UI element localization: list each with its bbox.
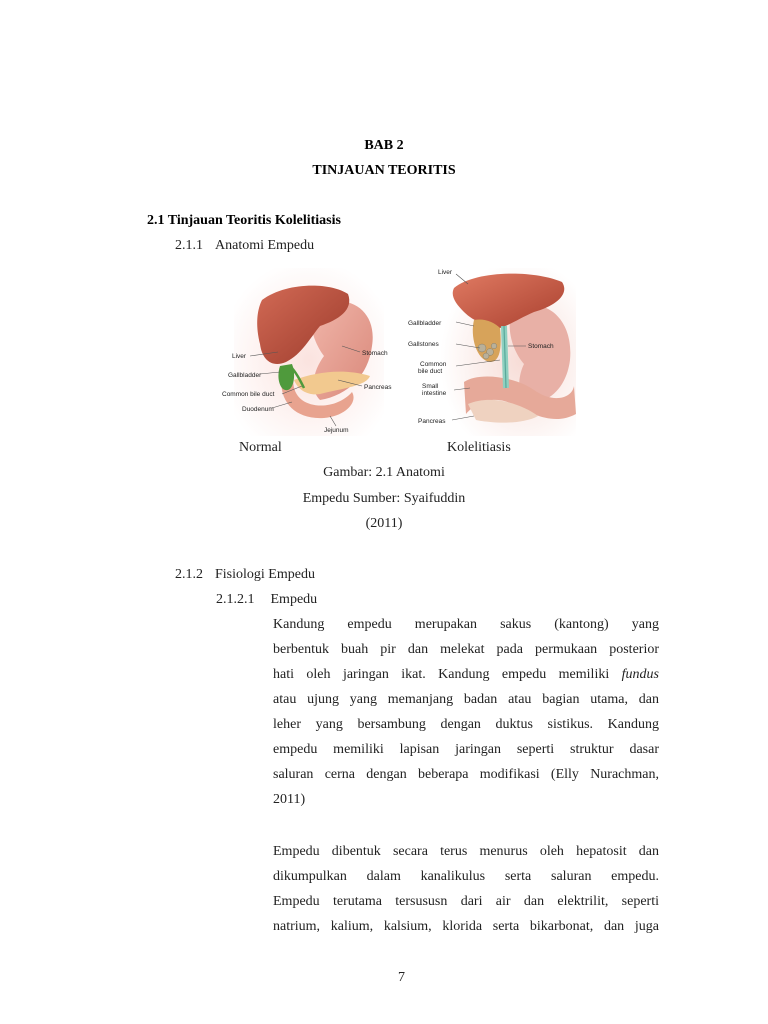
label-small-intestine-line2: intestine: [422, 390, 447, 397]
cholelithiasis-illustration: [404, 264, 576, 436]
chapter-number: BAB 2: [364, 138, 404, 153]
normal-anatomy-illustration: [220, 268, 398, 436]
paragraph-line: berbentuk buah pir dan melekat pada permukaan posterior: [273, 642, 659, 657]
label-gallbladder: Gallbladder: [228, 372, 262, 379]
label-jejunum: Jejunum: [324, 427, 349, 434]
paragraph-2: [273, 839, 659, 939]
subsubsection-heading-2-1-2-1: [216, 592, 317, 608]
paragraph-line: natrium, kalium, kalsium, klorida serta bikarbonat, dan juga: [273, 919, 659, 934]
page-number: 7: [398, 970, 405, 985]
italic-term: fundus: [621, 667, 659, 682]
subsection-title: Fisiologi Empedu: [215, 567, 315, 582]
label-pancreas: Pancreas: [364, 384, 392, 391]
label-pancreas: Pancreas: [418, 418, 446, 425]
subsection-heading-2-1-2: [175, 567, 315, 583]
label-stomach: Stomach: [528, 343, 554, 350]
paragraph-line: [273, 662, 659, 687]
paragraph-line: leher yang bersambung dengan duktus sistikus. Kandung: [273, 717, 659, 732]
section-heading: 2.1 Tinjauan Teoritis Kolelitiasis: [147, 213, 341, 228]
subsubsection-number: 2.1.2.1: [216, 592, 255, 607]
subsection-number: 2.1.1: [175, 238, 203, 253]
subsection-number: 2.1.2: [175, 567, 203, 582]
figure-caption-cholelithiasis: Kolelitiasis: [447, 440, 511, 455]
label-common-bile-duct: Common bile duct: [222, 391, 275, 398]
paragraph-text: hati oleh jaringan ikat. Kandung empedu memiliki: [273, 667, 622, 682]
paragraph-line: dikumpulkan dalam kanalikulus serta saluran empedu.: [273, 869, 659, 884]
paragraph-line: empedu memiliki lapisan jaringan seperti struktur dasar: [273, 742, 659, 757]
figure-caption-normal: Normal: [239, 440, 282, 455]
label-stomach: Stomach: [362, 350, 388, 357]
paragraph-1: [273, 612, 659, 812]
subsection-heading-2-1-1: [175, 238, 314, 254]
figure-cholelithiasis-anatomy: [404, 264, 576, 436]
figure-caption-line1: Gambar: 2.1 Anatomi: [323, 465, 445, 480]
paragraph-line: Kandung empedu merupakan sakus (kantong) yang: [273, 617, 659, 632]
paragraph-line: atau ujung yang memanjang badan atau bagian utama, dan: [273, 692, 659, 707]
paragraph-line: Empedu dibentuk secara terus menurus oleh hepatosit dan: [273, 844, 659, 859]
label-small-intestine-line1: Small: [422, 383, 439, 390]
chapter-title: TINJAUAN TEORITIS: [312, 163, 456, 178]
figure-caption-line3: (2011): [365, 516, 403, 531]
label-common-bile-duct-line1: Common: [420, 361, 447, 368]
figure-caption-line2: Empedu Sumber: Syaifuddin: [302, 491, 466, 506]
paragraph-line: saluran cerna dengan beberapa modifikasi (Elly Nurachman,: [273, 767, 659, 782]
label-liver: Liver: [438, 269, 453, 276]
paragraph-line: Empedu terutama tersususn dari air dan elektrilit, seperti: [273, 894, 659, 909]
label-gallbladder: Gallbladder: [408, 320, 442, 327]
label-liver: Liver: [232, 353, 247, 360]
paragraph-line: 2011): [273, 792, 306, 807]
label-duodenum: Duodenum: [242, 406, 274, 413]
subsection-title: Anatomi Empedu: [215, 238, 315, 253]
figure-normal-anatomy: [220, 268, 398, 436]
label-gallstones: Gallstones: [408, 341, 439, 348]
subsubsection-title: Empedu: [270, 592, 318, 607]
label-common-bile-duct-line2: bile duct: [418, 368, 443, 375]
